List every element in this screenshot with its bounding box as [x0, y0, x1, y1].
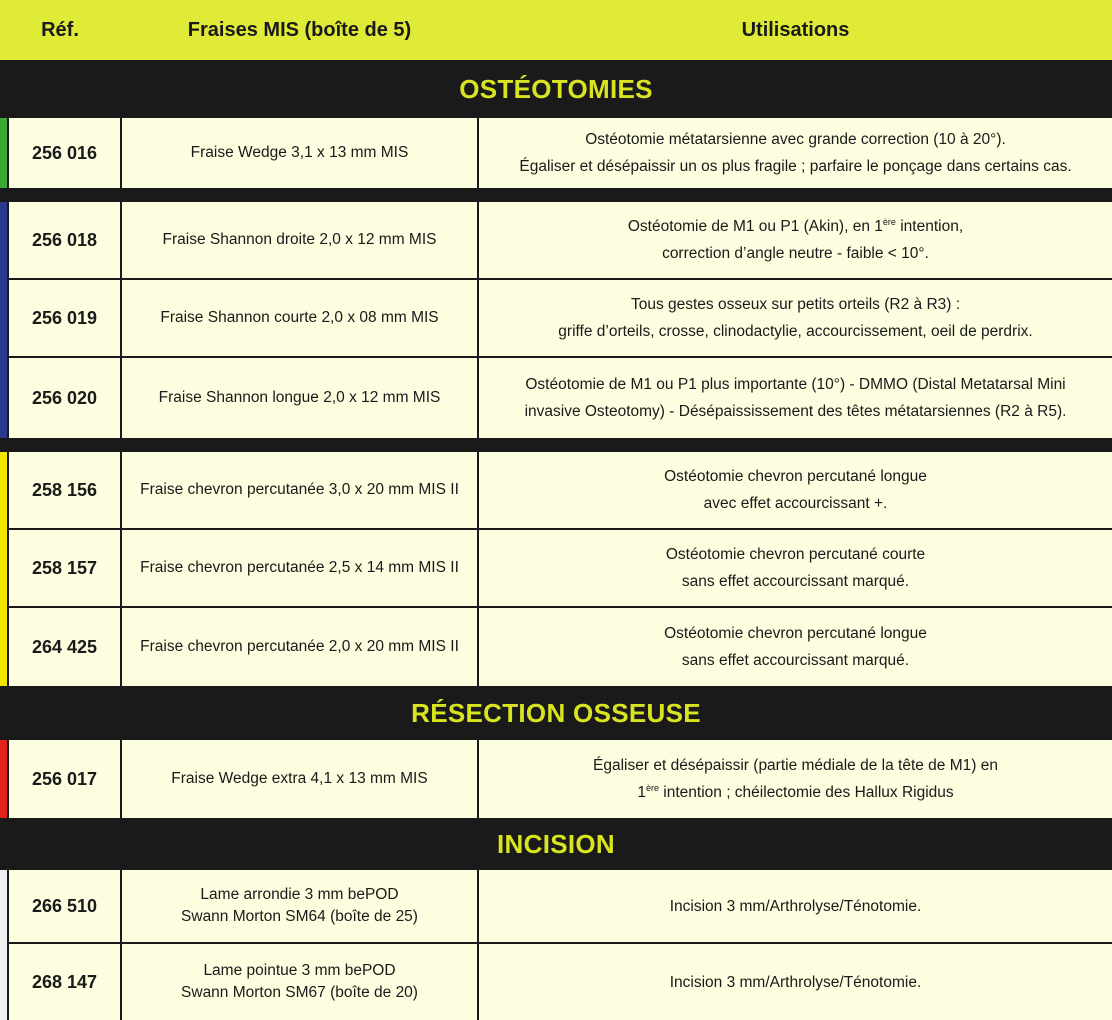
row-name: Fraise Shannon droite 2,0 x 12 mm MIS: [122, 202, 477, 278]
row-use: Incision 3 mm/Arthrolyse/Ténotomie.: [479, 870, 1112, 942]
row-ref: 256 020: [9, 358, 120, 438]
header-ref: Réf.: [0, 0, 120, 60]
table-row: [0, 280, 1112, 356]
row-use: Incision 3 mm/Arthrolyse/Ténotomie.: [479, 944, 1112, 1020]
row-use: Ostéotomie chevron percutané courte sans effet accourcissant marqué.: [479, 530, 1112, 606]
row-name: Fraise chevron percutanée 2,0 x 20 mm MIS II: [122, 608, 477, 686]
row-ref: 256 016: [9, 118, 120, 188]
row-ref: 258 157: [9, 530, 120, 606]
row-name: Fraise chevron percutanée 3,0 x 20 mm MIS II: [122, 452, 477, 528]
table-row: [0, 202, 1112, 278]
row-name: Fraise chevron percutanée 2,5 x 14 mm MIS II: [122, 530, 477, 606]
table-row: [0, 740, 1112, 818]
row-ref: 258 156: [9, 452, 120, 528]
row-ref: 268 147: [9, 944, 120, 1020]
row-name: Lame arrondie 3 mm bePOD Swann Morton SM64 (boîte de 25): [122, 870, 477, 942]
table-row: [0, 530, 1112, 606]
row-use: Ostéotomie métatarsienne avec grande correction (10 à 20°). Égaliser et désépaissir un os plus fragile ; parfaire le ponçage dans certains cas.: [479, 118, 1112, 188]
row-ref: 256 017: [9, 740, 120, 818]
row-name: Fraise Wedge 3,1 x 13 mm MIS: [122, 118, 477, 188]
section-title-incision: INCISION: [0, 818, 1112, 870]
row-name: Fraise Shannon longue 2,0 x 12 mm MIS: [122, 358, 477, 438]
group-separator: [0, 188, 1112, 202]
row-use: Tous gestes osseux sur petits orteils (R2 à R3) : griffe d’orteils, crosse, clinodactylie, accourcissement, oeil de perdrix.: [479, 280, 1112, 356]
row-use: Ostéotomie chevron percutané longue sans effet accourcissant marqué.: [479, 608, 1112, 686]
section-title-resection: RÉSECTION OSSEUSE: [0, 686, 1112, 740]
header-name: Fraises MIS (boîte de 5): [122, 0, 477, 60]
table-header: [0, 0, 1112, 60]
row-ref: 256 019: [9, 280, 120, 356]
table-row: [0, 452, 1112, 528]
row-use: Égaliser et désépaissir (partie médiale de la tête de M1) en 1ère intention ; chéilectomie des Hallux Rigidus: [479, 740, 1112, 818]
table-row: [0, 608, 1112, 686]
row-name: Fraise Wedge extra 4,1 x 13 mm MIS: [122, 740, 477, 818]
table-row: [0, 358, 1112, 438]
row-name: Fraise Shannon courte 2,0 x 08 mm MIS: [122, 280, 477, 356]
row-ref: 264 425: [9, 608, 120, 686]
table-row: [0, 944, 1112, 1020]
row-name: Lame pointue 3 mm bePOD Swann Morton SM67 (boîte de 20): [122, 944, 477, 1020]
table-row: [0, 870, 1112, 942]
row-use: Ostéotomie chevron percutané longue avec effet accourcissant +.: [479, 452, 1112, 528]
row-use: Ostéotomie de M1 ou P1 plus importante (10°) - DMMO (Distal Metatarsal Mini invasive Osteotomy) - Désépaississement des têtes métatarsiennes (R2 à R5).: [479, 358, 1112, 438]
row-use: Ostéotomie de M1 ou P1 (Akin), en 1ère intention, correction d’angle neutre - faible < 10°.: [479, 202, 1112, 278]
row-ref: 266 510: [9, 870, 120, 942]
section-title-osteotomies: OSTÉOTOMIES: [0, 60, 1112, 118]
row-ref: 256 018: [9, 202, 120, 278]
table-row: [0, 118, 1112, 188]
header-use: Utilisations: [479, 0, 1112, 60]
group-separator: [0, 438, 1112, 452]
